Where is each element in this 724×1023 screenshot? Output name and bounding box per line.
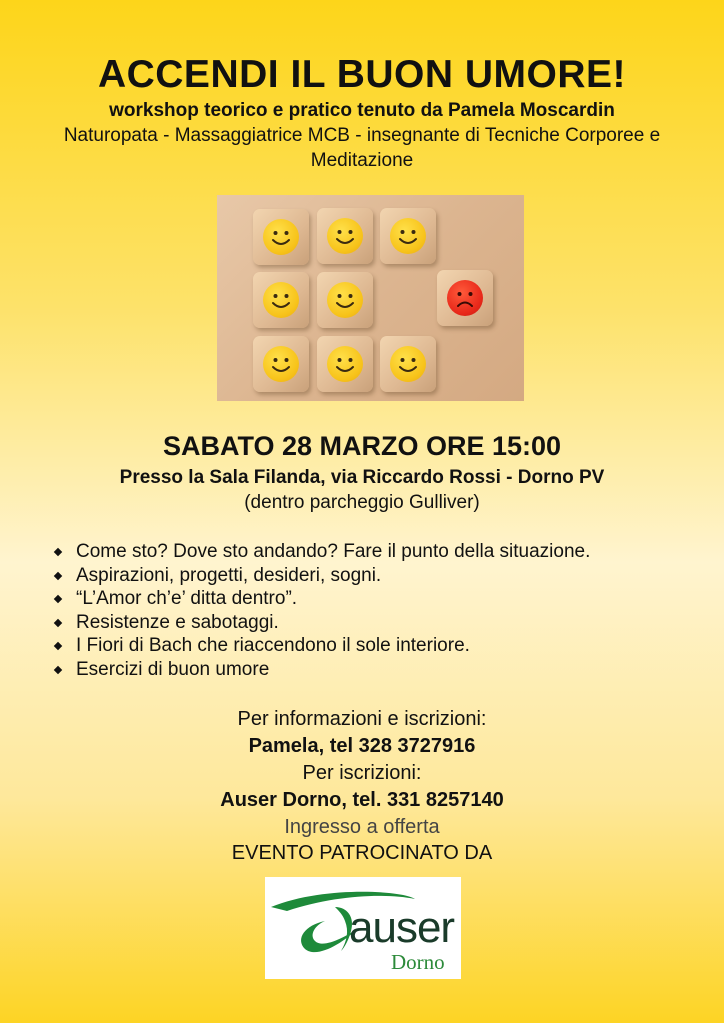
event-parking-note: (dentro parcheggio Gulliver) bbox=[244, 492, 480, 513]
logo-location: Dorno bbox=[391, 950, 445, 974]
smiley-cubes-photo bbox=[217, 195, 524, 401]
info-contact: Pamela, tel 328 3727916 bbox=[248, 735, 476, 757]
diamond-bullet-icon bbox=[54, 666, 62, 674]
sad-cube bbox=[437, 270, 493, 326]
info-label: Per informazioni e iscrizioni: bbox=[237, 708, 487, 730]
signup-label: Per iscrizioni: bbox=[302, 762, 422, 784]
logo-wordmark: auser bbox=[349, 903, 455, 952]
happy-cube bbox=[317, 208, 373, 264]
diamond-bullet-icon bbox=[54, 642, 62, 650]
topic-text: Aspirazioni, progetti, desideri, sogni. bbox=[76, 564, 382, 586]
event-venue: Presso la Sala Filanda, via Riccardo Rossi - Dorno PV bbox=[119, 467, 605, 488]
flyer-subtitle: workshop teorico e pratico tenuto da Pamela Moscardin bbox=[109, 100, 615, 121]
entry-note: Ingresso a offerta bbox=[284, 816, 440, 838]
happy-cube bbox=[317, 272, 373, 328]
topic-item bbox=[52, 611, 692, 635]
topic-item bbox=[52, 658, 692, 682]
happy-cube bbox=[253, 272, 309, 328]
signup-contact: Auser Dorno, tel. 331 8257140 bbox=[220, 789, 504, 811]
happy-cube bbox=[253, 336, 309, 392]
topics-list bbox=[52, 540, 692, 682]
happy-cube bbox=[253, 209, 309, 265]
topic-text: Come sto? Dove sto andando? Fare il punto della situazione. bbox=[76, 541, 591, 562]
diamond-bullet-icon bbox=[54, 548, 62, 556]
diamond-bullet-icon bbox=[54, 595, 62, 603]
auser-dorno-logo bbox=[265, 877, 461, 979]
sponsor-label: EVENTO PATROCINATO DA bbox=[231, 842, 493, 864]
topic-item bbox=[52, 634, 692, 658]
happy-cube bbox=[380, 336, 436, 392]
diamond-bullet-icon bbox=[54, 571, 62, 579]
topic-text: “L’Amor ch’e’ ditta dentro”. bbox=[76, 588, 298, 610]
event-date: SABATO 28 MARZO ORE 15:00 bbox=[162, 431, 562, 461]
topic-text: Esercizi di buon umore bbox=[76, 658, 270, 680]
topic-text: I Fiori di Bach che riaccendono il sole interiore. bbox=[76, 635, 470, 657]
diamond-bullet-icon bbox=[54, 619, 62, 627]
topic-item bbox=[52, 564, 692, 588]
presenter-roles: Naturopata - Massaggiatrice MCB - insegnante di Tecniche Corporee e Meditazione bbox=[63, 125, 661, 171]
topic-text: Resistenze e sabotaggi. bbox=[76, 611, 279, 633]
flyer-title: ACCENDI IL BUON UMORE! bbox=[97, 53, 627, 96]
topic-item bbox=[52, 587, 692, 611]
happy-cube bbox=[380, 208, 436, 264]
happy-cube bbox=[317, 336, 373, 392]
topic-item bbox=[52, 540, 692, 564]
